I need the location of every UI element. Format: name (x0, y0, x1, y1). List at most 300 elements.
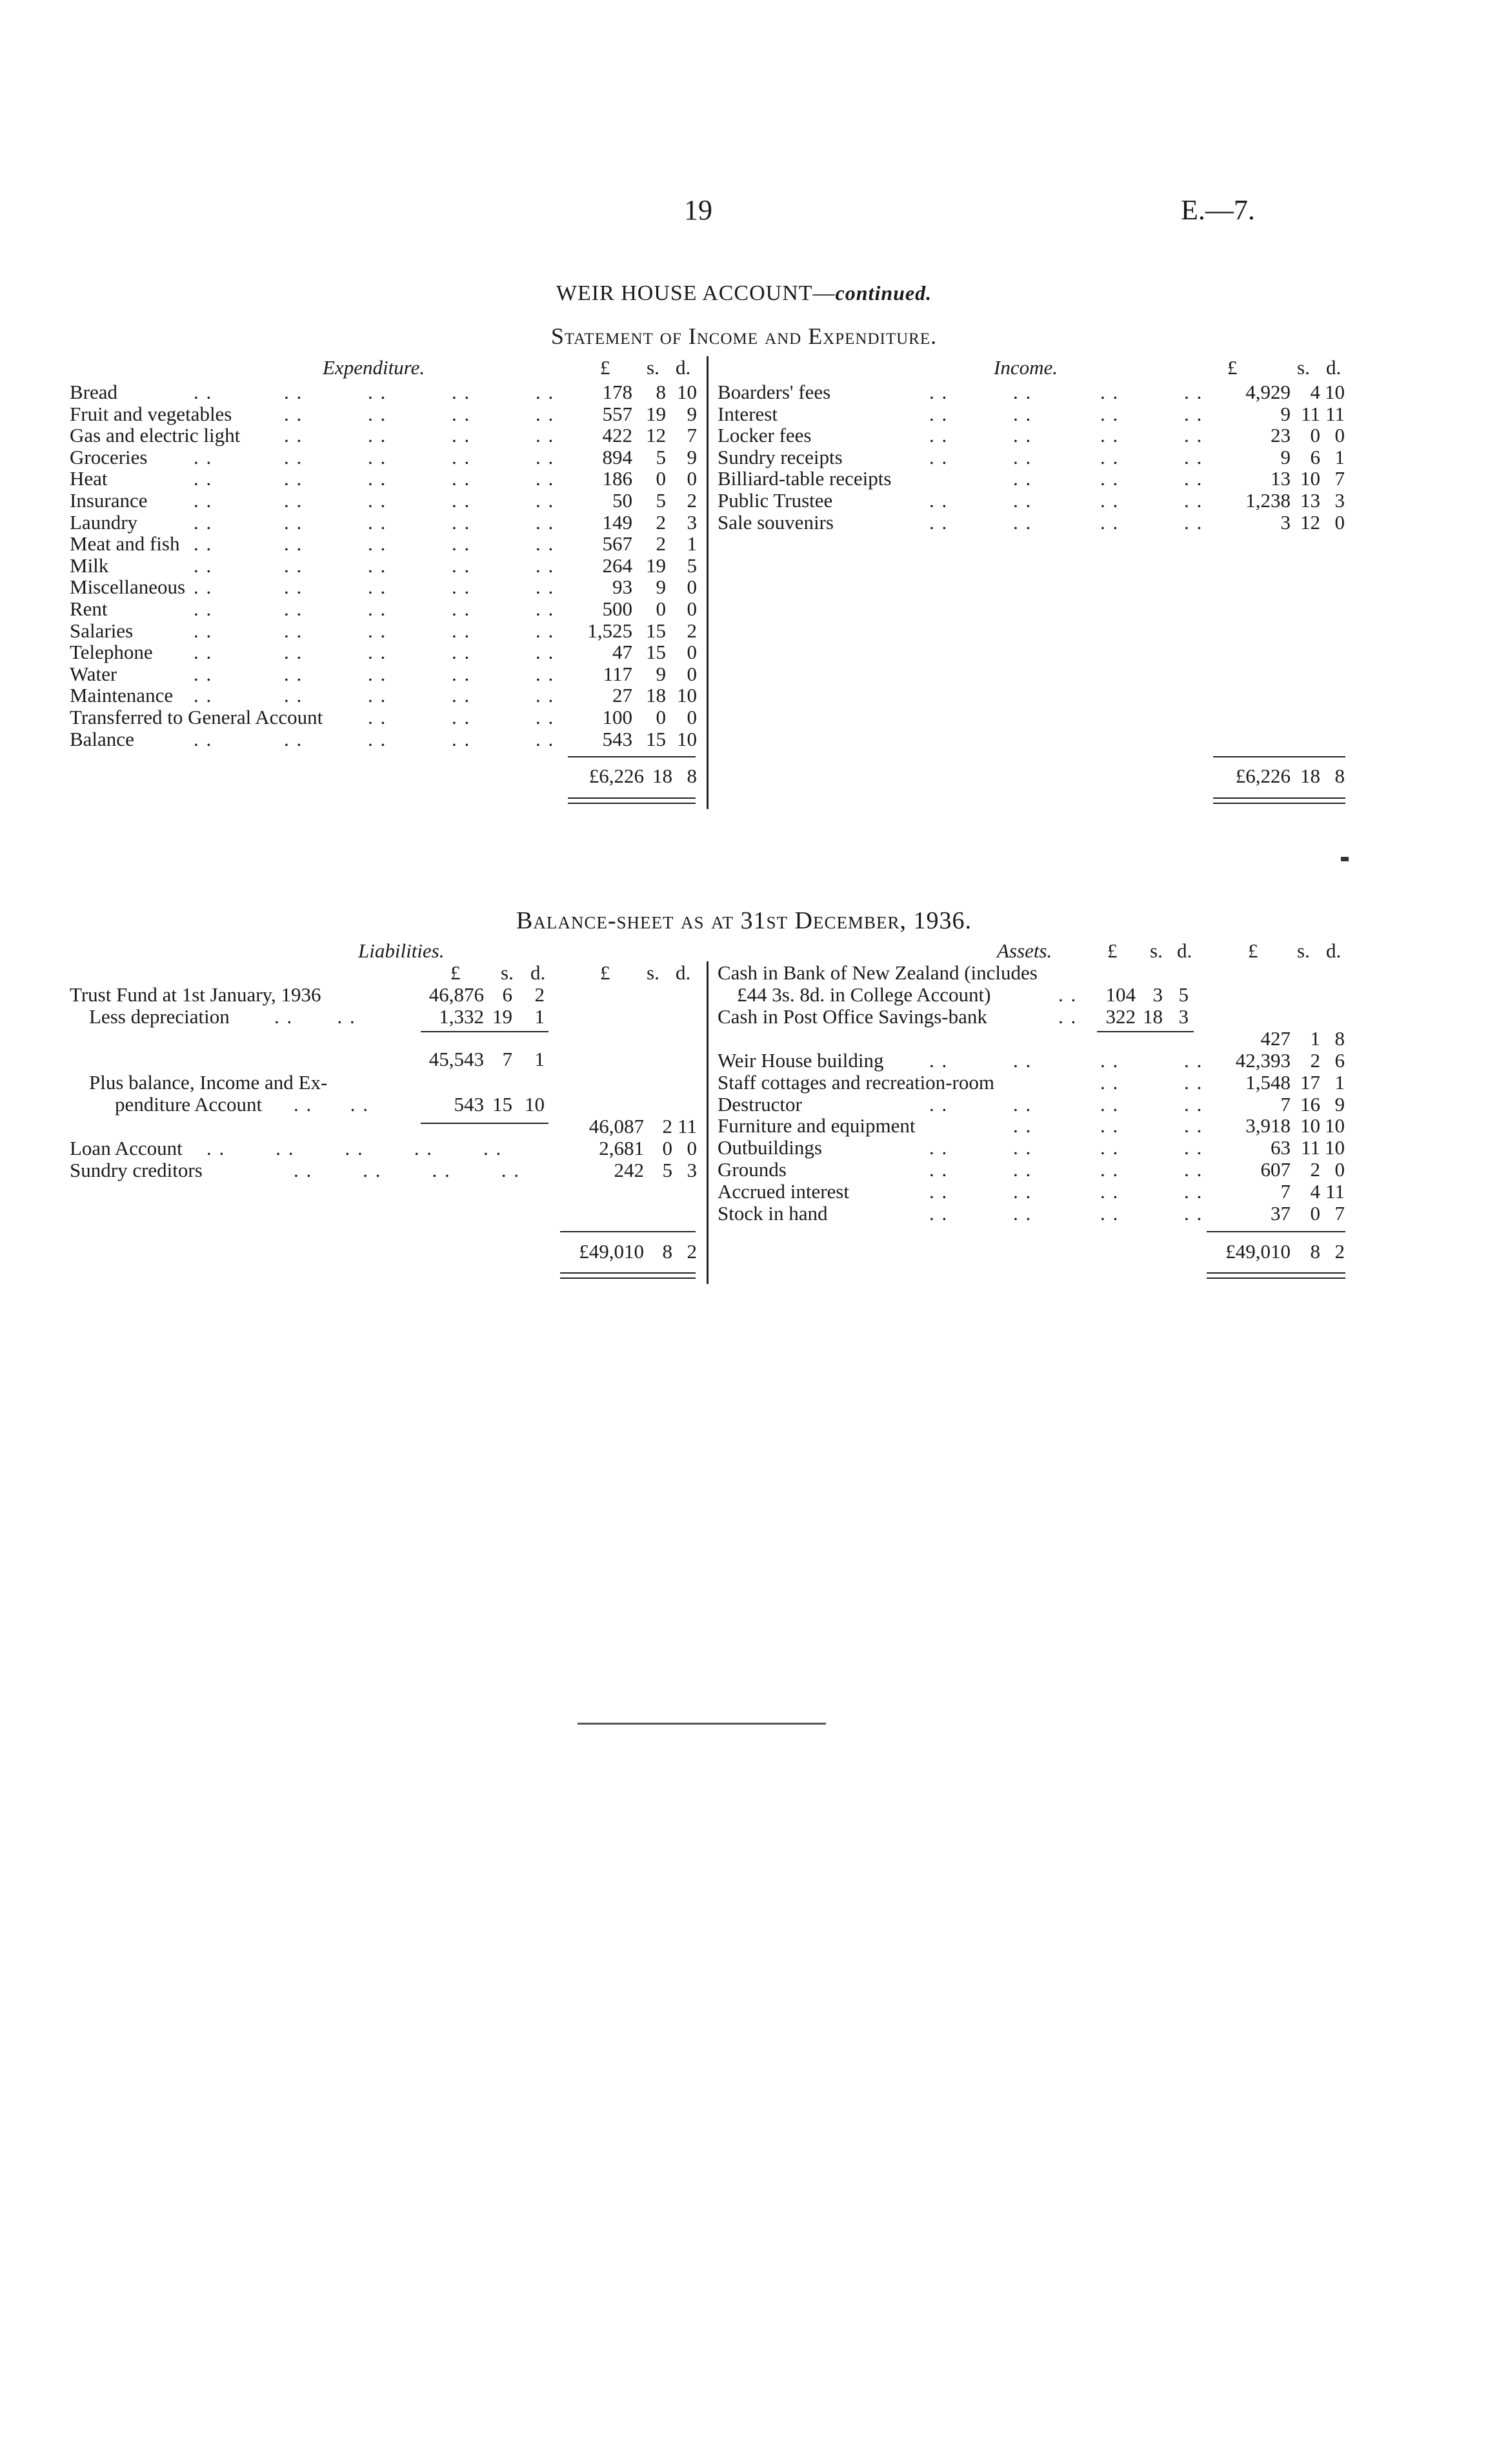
exp-row-pounds: 50 (612, 489, 632, 512)
cash-bank-dots: . . (1058, 983, 1078, 1006)
exp-row-dots: . . (536, 381, 555, 403)
inc-row-dots: . . (1184, 489, 1203, 512)
asset-col-shillings-2: s. (1297, 939, 1310, 962)
inc-total-pounds: £6,226 (1235, 765, 1291, 787)
exp-row-dots: . . (452, 554, 471, 577)
balance-sheet-title: Balance-sheet as at 31st December, 1936. (516, 907, 972, 934)
inc-row-pounds: 1,238 (1245, 489, 1291, 512)
sundry-creditors-dots: . . . . . . . . (294, 1159, 520, 1181)
exp-row-dots: . . (536, 727, 555, 750)
exp-row-dots: . . (194, 532, 213, 556)
exp-row-shillings: 15 (646, 641, 666, 664)
exp-row-dots: . . (368, 424, 387, 447)
asset-row-pounds: 7 (1280, 1092, 1291, 1116)
exp-row-pence: 10 (677, 727, 697, 750)
inc-row-dots: . . (1184, 467, 1203, 490)
exp-row-label: Rent (70, 597, 108, 620)
plus-balance-pounds: 543 (454, 1093, 484, 1116)
exp-row-dots: . . (284, 532, 303, 556)
fund-total-shillings: 2 (662, 1115, 672, 1137)
exp-row-label: Gas and electric light (70, 424, 241, 447)
cash-bank-label-1: Cash in Bank of New Zealand (includes (718, 961, 1038, 984)
exp-row-dots: . . (194, 445, 213, 468)
inc-row-pence: 0 (1334, 510, 1345, 534)
inc-row-label: Billiard-table receipts (718, 467, 892, 490)
exp-row-label: Fruit and vegetables (70, 402, 232, 425)
exp-row-label: Groceries (70, 445, 148, 468)
exp-total-pounds: £6,226 (588, 765, 644, 787)
exp-row-shillings: 2 (656, 532, 666, 556)
loan-account-dots: . . . . . . . . . . (206, 1137, 503, 1159)
exp-row-dots: . . (284, 381, 303, 403)
asset-row-pence: 7 (1334, 1201, 1345, 1225)
exp-row-dots: . . (284, 684, 303, 707)
exp-row-dots: . . (452, 467, 471, 490)
asset-row-dots: . . (1013, 1158, 1032, 1181)
exp-row-dots: . . (452, 727, 471, 750)
exp-row-dots: . . (194, 510, 213, 534)
exp-row-pounds: 93 (612, 576, 632, 599)
loan-account-label: Loan Account (70, 1137, 183, 1159)
exp-row-shillings: 5 (656, 489, 666, 512)
asset-row-dots: . . (1100, 1179, 1120, 1203)
exp-row-pence: 9 (687, 402, 697, 425)
inc-row-dots: . . (1100, 424, 1120, 447)
exp-row-dots: . . (284, 402, 303, 425)
exp-row-dots: . . (368, 402, 387, 425)
exp-row-dots: . . (452, 597, 471, 620)
exp-row-dots: . . (452, 576, 471, 599)
cash-post-dots: . . (1058, 1005, 1078, 1028)
exp-row-dots: . . (284, 619, 303, 642)
inc-row-pounds: 3 (1280, 510, 1291, 534)
exp-row-dots: . . (284, 510, 303, 534)
exp-row-dots: . . (536, 554, 555, 577)
exp-row-dots: . . (194, 641, 213, 664)
asset-row-pence: 11 (1325, 1179, 1345, 1203)
exp-row-pounds: 100 (602, 706, 632, 728)
less-depreciation-pence: 1 (534, 1005, 545, 1028)
exp-row-dots: . . (284, 597, 303, 620)
asset-row-dots: . . (1013, 1179, 1032, 1203)
inc-row-dots: . . (1100, 445, 1120, 468)
exp-row-pence: 0 (687, 467, 697, 490)
trust-fund-label: Trust Fund at 1st January, 1936 (70, 983, 321, 1006)
inc-row-pounds: 4,929 (1245, 381, 1291, 403)
liab-total-rule (560, 1231, 696, 1232)
asset-row-label: Stock in hand (718, 1201, 828, 1225)
exp-row-shillings: 9 (656, 662, 666, 685)
inc-row-pence: 1 (1334, 445, 1345, 468)
exp-row-dots: . . (194, 554, 213, 577)
exp-row-dots: . . (452, 424, 471, 447)
sundry-creditors-shillings: 5 (662, 1159, 672, 1181)
inc-row-dots: . . (1184, 424, 1203, 447)
asset-row-pence: 0 (1334, 1158, 1345, 1181)
inc-row-dots: . . (929, 489, 949, 512)
exp-row-label: Milk (70, 554, 109, 577)
exp-row-shillings: 2 (656, 510, 666, 534)
asset-row-dots: . . (1184, 1092, 1203, 1116)
exp-row-label: Meat and fish (70, 532, 180, 556)
inc-row-shillings: 4 (1310, 381, 1320, 403)
exp-row-dots: . . (368, 489, 387, 512)
exp-row-dots: . . (194, 489, 213, 512)
exp-row-dots: . . (452, 532, 471, 556)
fund-total-pence: 11 (678, 1115, 697, 1137)
asset-total-shillings: 8 (1310, 1240, 1320, 1263)
cash-total-shillings: 1 (1310, 1027, 1320, 1050)
asset-row-dots: . . (1184, 1158, 1203, 1181)
inc-row-dots: . . (929, 510, 949, 534)
inc-row-dots: . . (1100, 510, 1120, 534)
exp-row-dots: . . (284, 641, 303, 664)
exp-row-dots: . . (194, 619, 213, 642)
exp-row-dots: . . (452, 402, 471, 425)
asset-row-dots: . . (929, 1092, 949, 1116)
asset-row-pounds: 607 (1260, 1158, 1291, 1181)
asset-row-dots: . . (1184, 1114, 1203, 1137)
exp-row-dots: . . (452, 641, 471, 664)
asset-total-pence: 2 (1334, 1240, 1345, 1263)
trust-fund-pounds: 46,876 (428, 983, 484, 1006)
exp-row-pounds: 178 (602, 381, 632, 403)
exp-row-pounds: 894 (602, 445, 632, 468)
asset-row-label: Staff cottages and recreation-room (718, 1070, 994, 1094)
exp-row-shillings: 0 (656, 467, 666, 490)
fund-total-pounds: 46,087 (588, 1115, 644, 1137)
exp-row-dots: . . (194, 662, 213, 685)
inc-row-label: Sale souvenirs (718, 510, 834, 534)
exp-row-label: Heat (70, 467, 108, 490)
loan-account-pounds: 2,681 (599, 1137, 644, 1159)
asset-row-dots: . . (1013, 1201, 1032, 1225)
exp-row-pounds: 500 (602, 597, 632, 620)
inc-row-label: Locker fees (718, 424, 812, 447)
exp-row-pence: 10 (677, 684, 697, 707)
exp-total-pence: 8 (687, 765, 697, 787)
asset-row-label: Grounds (718, 1158, 787, 1181)
exp-row-pence: 9 (687, 445, 697, 468)
inc-row-dots: . . (1184, 510, 1203, 534)
exp-row-label: Transferred to General Account (70, 706, 323, 728)
exp-row-shillings: 19 (646, 402, 666, 425)
exp-row-pounds: 1,525 (587, 619, 632, 642)
cash-post-pence: 3 (1178, 1005, 1189, 1028)
sundry-creditors-pence: 3 (687, 1159, 697, 1181)
inc-row-pounds: 9 (1280, 445, 1291, 468)
exp-col-shillings: s. (647, 356, 659, 379)
asset-row-dots: . . (1100, 1070, 1120, 1094)
exp-row-label: Miscellaneous (70, 576, 186, 599)
inc-row-dots: . . (1184, 445, 1203, 468)
asset-row-label: Destructor (718, 1092, 802, 1116)
exp-row-dots: . . (368, 445, 387, 468)
exp-row-dots: . . (368, 554, 387, 577)
exp-row-pence: 0 (687, 597, 697, 620)
exp-row-pounds: 47 (612, 641, 632, 664)
cash-post-pounds: 322 (1105, 1005, 1136, 1028)
exp-row-shillings: 8 (656, 381, 666, 403)
cash-total-pence: 8 (1334, 1027, 1345, 1050)
exp-row-pounds: 567 (602, 532, 632, 556)
exp-row-dots: . . (536, 619, 555, 642)
exp-row-label: Telephone (70, 641, 153, 664)
loan-account-pence: 0 (687, 1137, 697, 1159)
inc-row-dots: . . (1100, 489, 1120, 512)
assets-heading: Assets. (997, 939, 1052, 962)
exp-row-dots: . . (368, 532, 387, 556)
exp-row-dots: . . (284, 489, 303, 512)
inc-row-dots: . . (1013, 381, 1032, 403)
plus-balance-shillings: 15 (492, 1093, 512, 1116)
inc-row-dots: . . (1184, 402, 1203, 425)
asset-row-dots: . . (1184, 1201, 1203, 1225)
depreciation-rule (421, 1031, 548, 1032)
plus-balance-pence: 10 (525, 1093, 545, 1116)
exp-row-shillings: 15 (646, 727, 666, 750)
exp-row-dots: . . (368, 510, 387, 534)
statement-title: Statement of Income and Expenditure. (550, 323, 938, 349)
plus-balance-rule (421, 1123, 548, 1124)
liab-subtotal-pence: 1 (534, 1048, 545, 1070)
asset-row-dots: . . (1100, 1136, 1120, 1159)
asset-col-pounds-2: £ (1248, 939, 1258, 962)
exp-row-label: Bread (70, 381, 118, 403)
asset-row-label: Outbuildings (718, 1136, 822, 1159)
liab-total-pounds: £49,010 (579, 1240, 644, 1263)
inc-total-shillings: 18 (1300, 765, 1320, 787)
inc-row-pence: 7 (1334, 467, 1345, 490)
exp-row-dots: . . (536, 662, 555, 685)
exp-row-dots: . . (368, 662, 387, 685)
page-number: 19 (684, 194, 712, 226)
liab-total-pence: 2 (687, 1240, 697, 1263)
exp-row-dots: . . (536, 402, 555, 425)
inc-row-dots: . . (1100, 402, 1120, 425)
inc-row-dots: . . (1100, 467, 1120, 490)
exp-row-pence: 0 (687, 662, 697, 685)
exp-row-dots: . . (452, 684, 471, 707)
trust-fund-pence: 2 (534, 983, 545, 1006)
exp-row-dots: . . (536, 641, 555, 664)
asset-row-shillings: 0 (1310, 1201, 1320, 1225)
exp-row-dots: . . (452, 662, 471, 685)
exp-row-dots: . . (452, 381, 471, 403)
inc-total-pence: 8 (1334, 765, 1345, 787)
inc-row-dots: . . (1013, 402, 1032, 425)
liabilities-heading: Liabilities. (358, 939, 445, 962)
exp-row-pence: 0 (687, 706, 697, 728)
exp-row-pounds: 27 (612, 684, 632, 707)
inc-row-dots: . . (929, 402, 949, 425)
asset-total-pounds: £49,010 (1225, 1240, 1291, 1263)
exp-row-pence: 10 (677, 381, 697, 403)
asset-row-pence: 9 (1334, 1092, 1345, 1116)
exp-row-dots: . . (194, 597, 213, 620)
asset-row-pounds: 63 (1271, 1136, 1291, 1159)
exp-row-label: Salaries (70, 619, 134, 642)
liab-col-pounds-2: £ (600, 961, 610, 984)
asset-row-pounds: 3,918 (1245, 1114, 1291, 1137)
asset-row-pounds: 1,548 (1245, 1070, 1291, 1094)
exp-row-dots: . . (368, 684, 387, 707)
exp-row-shillings: 9 (656, 576, 666, 599)
cash-bank-pence: 5 (1178, 983, 1189, 1006)
inc-row-label: Public Trustee (718, 489, 833, 512)
exp-row-shillings: 19 (646, 554, 666, 577)
inc-row-dots: . . (1184, 381, 1203, 403)
cash-bank-label-2: £44 3s. 8d. in College Account) (737, 983, 991, 1006)
exp-row-dots: . . (368, 727, 387, 750)
asset-row-label: Furniture and equipment (718, 1114, 916, 1137)
inc-row-pence: 10 (1325, 381, 1345, 403)
liab-col-pence-2: d. (676, 961, 691, 984)
exp-row-shillings: 0 (656, 597, 666, 620)
inc-row-shillings: 0 (1310, 424, 1320, 447)
liab-subtotal-pounds: 45,543 (428, 1048, 484, 1070)
exp-row-dots: . . (368, 381, 387, 403)
income-heading: Income. (994, 356, 1058, 379)
asset-row-pounds: 42,393 (1235, 1049, 1291, 1072)
asset-row-pounds: 7 (1280, 1179, 1291, 1203)
asset-row-dots: . . (1013, 1114, 1032, 1137)
asset-row-dots: . . (1100, 1158, 1120, 1181)
exp-row-dots: . . (536, 706, 555, 728)
loan-account-shillings: 0 (662, 1137, 672, 1159)
exp-row-pounds: 186 (602, 467, 632, 490)
exp-row-label: Insurance (70, 489, 148, 512)
exp-row-dots: . . (536, 467, 555, 490)
exp-row-dots: . . (536, 576, 555, 599)
asset-row-dots: . . (1013, 1049, 1032, 1072)
inc-row-pence: 11 (1325, 402, 1345, 425)
exp-row-dots: . . (452, 510, 471, 534)
asset-row-dots: . . (1184, 1136, 1203, 1159)
asset-row-shillings: 16 (1300, 1092, 1320, 1116)
exp-row-dots: . . (284, 467, 303, 490)
inc-row-pence: 3 (1334, 489, 1345, 512)
inc-col-pence: d. (1326, 356, 1342, 379)
asset-row-pounds: 37 (1271, 1201, 1291, 1225)
liab-col-pence: d. (530, 961, 546, 984)
inc-row-pounds: 23 (1271, 424, 1291, 447)
inc-row-pence: 0 (1334, 424, 1345, 447)
liab-col-shillings-2: s. (647, 961, 659, 984)
asset-row-pence: 10 (1325, 1114, 1345, 1137)
asset-row-shillings: 10 (1300, 1114, 1320, 1137)
asset-row-dots: . . (1100, 1092, 1120, 1116)
account-title-continued: continued. (835, 281, 932, 305)
asset-row-shillings: 4 (1310, 1179, 1320, 1203)
exp-row-pence: 1 (687, 532, 697, 556)
asset-row-dots: . . (929, 1158, 949, 1181)
less-depreciation-dots: . . . . (274, 1005, 356, 1028)
exp-row-dots: . . (194, 727, 213, 750)
exp-row-dots: . . (284, 554, 303, 577)
asset-col-pence: d. (1177, 939, 1192, 962)
inc-row-label: Sundry receipts (718, 445, 843, 468)
exp-row-label: Maintenance (70, 684, 174, 707)
exp-row-pounds: 422 (602, 424, 632, 447)
exp-row-dots: . . (368, 619, 387, 642)
exp-row-dots: . . (452, 445, 471, 468)
exp-row-dots: . . (284, 576, 303, 599)
exp-row-shillings: 12 (646, 424, 666, 447)
end-rule (578, 1723, 826, 1725)
liab-subtotal-shillings: 7 (502, 1048, 512, 1070)
exp-row-dots: . . (194, 467, 213, 490)
inc-row-dots: . . (1013, 510, 1032, 534)
exp-row-shillings: 5 (656, 445, 666, 468)
asset-row-dots: . . (929, 1136, 949, 1159)
exp-row-pence: 0 (687, 641, 697, 664)
exp-row-dots: . . (536, 424, 555, 447)
exp-row-shillings: 18 (646, 684, 666, 707)
inc-row-shillings: 10 (1300, 467, 1320, 490)
exp-row-pence: 5 (687, 554, 697, 577)
exp-row-pounds: 264 (602, 554, 632, 577)
trust-fund-shillings: 6 (502, 983, 512, 1006)
asset-row-dots: . . (1100, 1201, 1120, 1225)
balance-divider (707, 961, 709, 1284)
cash-post-label: Cash in Post Office Savings-bank (718, 1005, 987, 1028)
exp-row-dots: . . (368, 576, 387, 599)
inc-row-dots: . . (1013, 445, 1032, 468)
inc-row-shillings: 13 (1300, 489, 1320, 512)
asset-row-dots: . . (929, 1179, 949, 1203)
asset-col-pounds: £ (1107, 939, 1118, 962)
exp-row-label: Laundry (70, 510, 138, 534)
cash-total-pounds: 427 (1260, 1027, 1291, 1050)
exp-row-pence: 7 (687, 424, 697, 447)
less-depreciation-label: Less depreciation (89, 1005, 230, 1028)
exp-row-dots: . . (284, 662, 303, 685)
inc-row-pounds: 9 (1280, 402, 1291, 425)
exp-row-pounds: 117 (603, 662, 632, 685)
asset-total-rule (1207, 1231, 1345, 1232)
plus-balance-dots: . . . . (294, 1093, 369, 1116)
cash-bank-shillings: 3 (1152, 983, 1163, 1006)
exp-row-pence: 0 (687, 576, 697, 599)
asset-row-dots: . . (1184, 1179, 1203, 1203)
asset-col-pence-2: d. (1326, 939, 1342, 962)
plus-balance-label-1: Plus balance, Income and Ex- (89, 1071, 328, 1094)
exp-row-dots: . . (536, 684, 555, 707)
exp-row-dots: . . (536, 445, 555, 468)
asset-total-double-rule (1207, 1272, 1345, 1279)
asset-row-shillings: 11 (1301, 1136, 1320, 1159)
inc-row-shillings: 12 (1300, 510, 1320, 534)
asset-row-dots: . . (1013, 1136, 1032, 1159)
exp-row-dots: . . (284, 445, 303, 468)
asset-row-dots: . . (929, 1049, 949, 1072)
plus-balance-label-2: penditure Account (115, 1093, 263, 1116)
asset-row-pence: 1 (1334, 1070, 1345, 1094)
exp-row-pounds: 557 (602, 402, 632, 425)
exp-row-pence: 2 (687, 489, 697, 512)
inc-col-pounds: £ (1227, 356, 1238, 379)
exp-row-pounds: 543 (602, 727, 632, 750)
less-depreciation-pounds: 1,332 (439, 1005, 484, 1028)
less-depreciation-shillings: 19 (492, 1005, 512, 1028)
exp-col-pounds: £ (600, 356, 610, 379)
asset-row-pence: 10 (1325, 1136, 1345, 1159)
exp-row-pence: 3 (687, 510, 697, 534)
asset-col-shillings: s. (1150, 939, 1163, 962)
asset-row-dots: . . (1100, 1114, 1120, 1137)
account-title-main: WEIR HOUSE ACCOUNT— (556, 281, 836, 305)
